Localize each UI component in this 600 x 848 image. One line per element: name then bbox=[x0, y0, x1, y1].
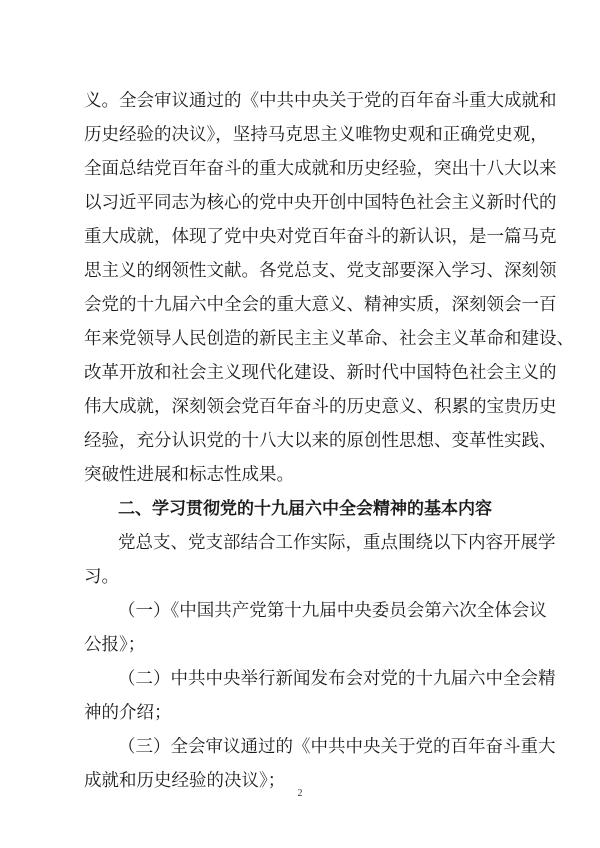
section-heading: 二、学习贯彻党的十九届六中全会精神的基本内容 bbox=[118, 499, 492, 519]
text-line: （二）中共中央举行新闻发布会对党的十九届六中全会精 bbox=[118, 669, 556, 689]
text-line: 重大成就，体现了党中央对党百年奋斗的新认识，是一篇马克 bbox=[84, 227, 557, 247]
text-line: 伟大成就，深刻领会党百年奋斗的历史意义、积累的宝贵历史 bbox=[84, 397, 557, 417]
text-line: 全面总结党百年奋斗的重大成就和历史经验，突出十八大以来 bbox=[84, 159, 557, 179]
text-line: 改革开放和社会主义现代化建设、新时代中国特色社会主义的 bbox=[84, 363, 557, 383]
text-line: 思主义的纲领性文献。各党总支、党支部要深入学习、深刻领 bbox=[84, 261, 557, 281]
text-line: 以习近平同志为核心的党中央开创中国特色社会主义新时代的 bbox=[84, 193, 557, 213]
text-line: 公报》； bbox=[84, 635, 146, 655]
text-line: 神的介绍； bbox=[84, 703, 172, 723]
text-line: 义。全会审议通过的《中共中央关于党的百年奋斗重大成就和 bbox=[84, 91, 557, 111]
text-line: （一）《中国共产党第十九届中央委员会第六次全体会议 bbox=[118, 601, 547, 621]
text-line: （三）全会审议通过的《中共中央关于党的百年奋斗重大 bbox=[118, 737, 556, 757]
text-line: 会党的十九届六中全会的重大意义、精神实质，深刻领会一百 bbox=[84, 295, 557, 315]
text-line: 历史经验的决议》，坚持马克思主义唯物史观和正确党史观， bbox=[84, 125, 548, 145]
text-line: 经验，充分认识党的十八大以来的原创性思想、变革性实践、 bbox=[84, 431, 557, 451]
page-number: 2 bbox=[297, 788, 303, 799]
text-line: 习。 bbox=[84, 567, 119, 587]
text-line: 成就和历史经验的决议》； bbox=[84, 771, 286, 791]
text-line: 年来党领导人民创造的新民主主义革命、社会主义革命和建设、 bbox=[84, 329, 574, 349]
text-line: 党总支、党支部结合工作实际，重点围绕以下内容开展学 bbox=[118, 533, 556, 553]
text-line: 突破性进展和标志性成果。 bbox=[84, 465, 294, 485]
